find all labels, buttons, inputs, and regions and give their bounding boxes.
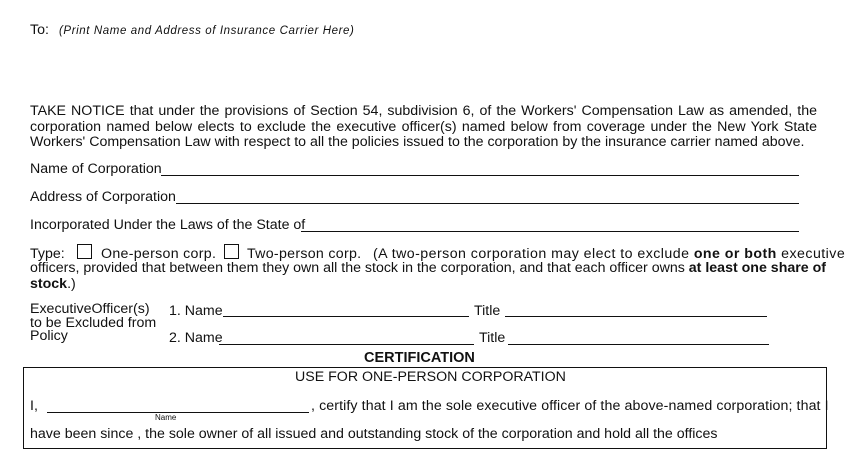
carrier-address-area[interactable] — [30, 42, 810, 97]
two-person-checkbox[interactable] — [224, 244, 239, 259]
type-note-text: (A two-person corporation may elect to exclude — [373, 246, 694, 262]
notice-paragraph — [30, 104, 817, 151]
certification-heading: CERTIFICATION — [364, 350, 475, 366]
type-note-end: executive — [776, 246, 846, 262]
type-note-line-2-text: officers, provided that between them they own all the stock in the corporation, and that each officer owns — [30, 260, 689, 276]
officers-label-line-1: ExecutiveOfficer(s) — [30, 301, 150, 317]
notice-line-2: corporation named below elects to exclude the executive officer(s) named below from coverage under the New York State — [30, 118, 817, 135]
certify-name-field[interactable] — [47, 412, 309, 413]
incorporated-under-label: Incorporated Under the Laws of the State of — [30, 217, 306, 233]
officer-2-title-label: Title — [479, 330, 506, 346]
certify-name-caption: Name — [155, 413, 177, 422]
type-note-bold: one or both — [693, 246, 777, 262]
two-person-label: Two-person corp. — [247, 246, 362, 262]
officer-2-name-field[interactable] — [219, 344, 474, 345]
type-label: Type: — [30, 246, 65, 262]
certify-i-label: I, — [30, 398, 38, 414]
type-note-line-3 — [30, 277, 817, 293]
name-of-corporation-label: Name of Corporation — [30, 161, 162, 177]
address-of-corporation-label: Address of Corporation — [30, 189, 176, 205]
one-person-label: One-person corp. — [101, 246, 217, 262]
type-note-line-2-bold: at least one share of — [688, 260, 826, 276]
name-of-corporation-field[interactable] — [161, 175, 799, 176]
type-note-line-3-bold: stock — [30, 275, 68, 292]
notice-line-3: Workers' Compensation Law with respect to all the policies issued to the corporation by the insurance carrier named above. — [30, 134, 805, 150]
officer-1-name-field[interactable] — [223, 316, 469, 317]
officer-2-name-label: 2. Name — [169, 330, 223, 346]
officers-label — [30, 303, 156, 344]
officer-1-title-field[interactable] — [505, 316, 767, 317]
officers-label-line-3: Policy — [30, 328, 68, 344]
notice-line-1: TAKE NOTICE that under the provisions of Section 54, subdivision 6, of the Workers' Compensation Law as amended, the — [30, 103, 817, 119]
to-label: To: — [30, 22, 49, 38]
type-note-line-2 — [30, 260, 826, 277]
certify-partial-line: have been since , the sole owner of all issued and outstanding stock of the corporation and hold all the offices — [30, 426, 718, 442]
officer-2-title-field[interactable] — [508, 344, 769, 345]
type-note-line-3-end: .) — [67, 275, 76, 292]
to-hint: (Print Name and Address of Insurance Carrier Here) — [59, 25, 355, 37]
certification-subheading: USE FOR ONE-PERSON CORPORATION — [295, 369, 566, 385]
officer-1-name-label: 1. Name — [169, 303, 223, 319]
officer-1-title-label: Title — [474, 303, 501, 319]
type-note-continued — [30, 260, 826, 292]
one-person-checkbox[interactable] — [77, 244, 92, 259]
certify-text: , certify that I am the sole executive officer of the above-named corporation; that I — [311, 398, 829, 414]
officers-label-line-2: to be Excluded from — [30, 314, 157, 331]
incorporated-state-field[interactable] — [301, 231, 799, 232]
address-of-corporation-field[interactable] — [176, 203, 799, 204]
